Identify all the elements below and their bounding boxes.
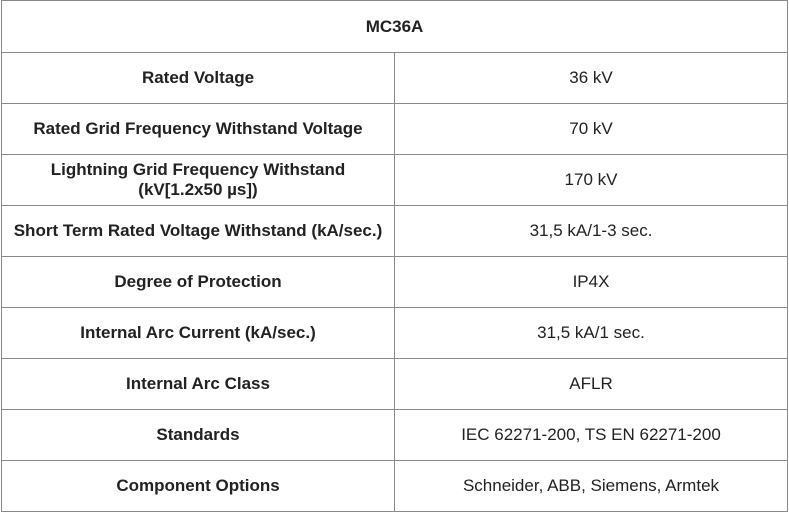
row-label: Internal Arc Class [2,359,395,410]
table-header-row [2,1,788,53]
row-label: Degree of Protection [2,257,395,308]
row-value: IP4X [395,257,788,308]
table-row [2,359,788,410]
row-label: Rated Voltage [2,53,395,104]
row-value: 70 kV [395,104,788,155]
row-label: Short Term Rated Voltage Withstand (kA/sec.) [2,206,395,257]
row-value: 31,5 kA/1 sec. [395,308,788,359]
table-row [2,410,788,461]
table-row [2,155,788,206]
table-row [2,308,788,359]
table-row [2,257,788,308]
table-title: MC36A [2,1,788,53]
row-label: Component Options [2,461,395,512]
row-label: Standards [2,410,395,461]
row-value: 170 kV [395,155,788,206]
row-value: IEC 62271-200, TS EN 62271-200 [395,410,788,461]
row-value: Schneider, ABB, Siemens, Armtek [395,461,788,512]
row-value: 36 kV [395,53,788,104]
row-value: 31,5 kA/1-3 sec. [395,206,788,257]
table-row [2,104,788,155]
table-row [2,206,788,257]
table-row [2,461,788,512]
row-label: Internal Arc Current (kA/sec.) [2,308,395,359]
row-label: Lightning Grid Frequency Withstand (kV[1.2x50 µs]) [2,155,395,206]
row-value: AFLR [395,359,788,410]
table-row [2,53,788,104]
spec-table [1,0,788,512]
row-label: Rated Grid Frequency Withstand Voltage [2,104,395,155]
